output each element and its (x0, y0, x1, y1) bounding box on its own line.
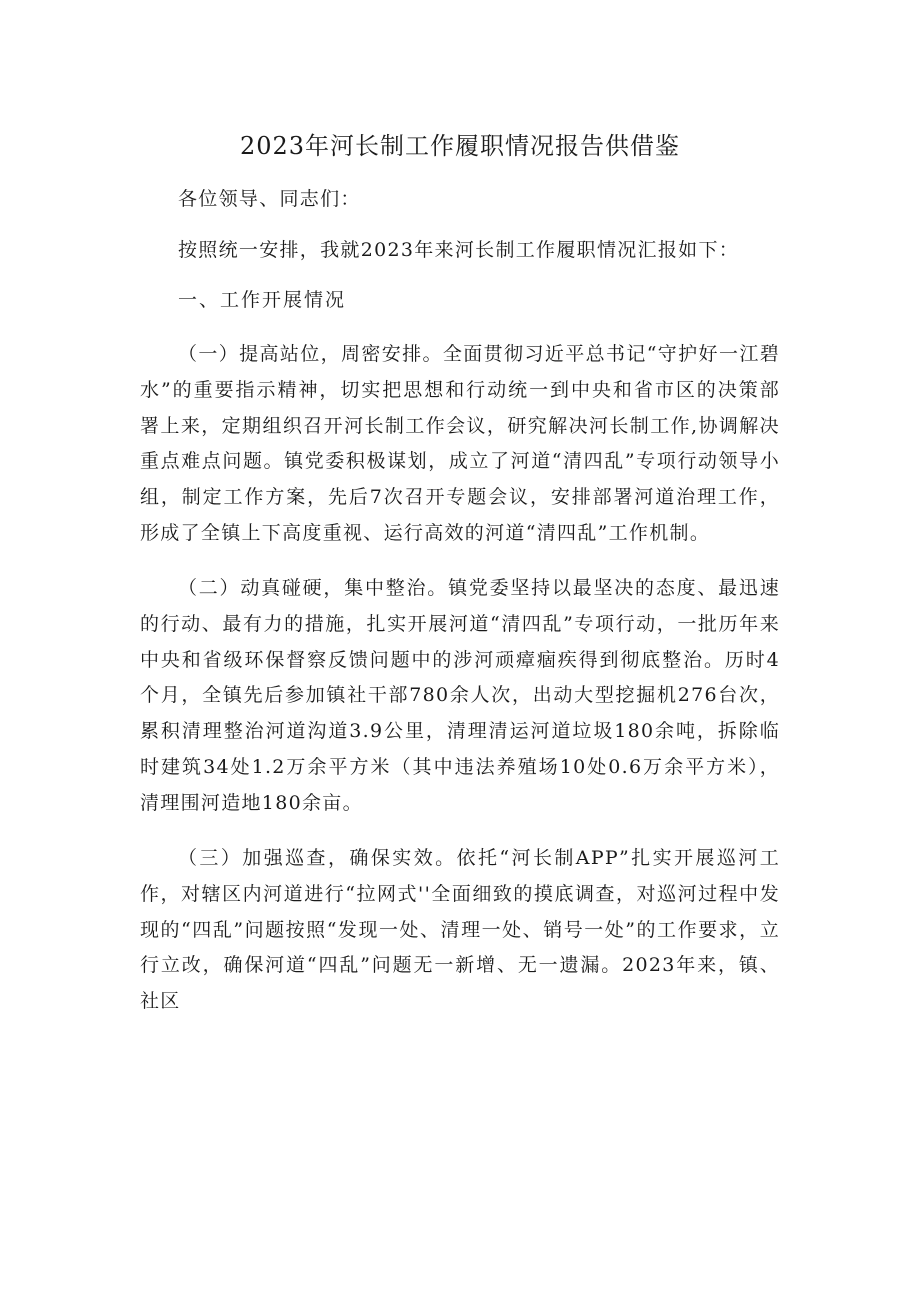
section-heading: 一、工作开展情况 (178, 289, 347, 312)
paragraph-2: （二）动真碰硬，集中整治。镇党委坚持以最坚决的态度、最迅速的行动、最有力的措施，扎实开展河道“清四乱”专项行动，一批历年来中央和省级环保督察反馈问题中的涉河顽瘴痼疾得到彻底整治。历时4个月，全镇先后参加镇社干部780余人次，出动大型挖掘机276台次，累积清理整治河道沟道3.9公里，清理清运河道垃圾180余吨，拆除临时建筑34处1.2万余平方米（其中违法养殖场10处0.6万余平方米），清理围河造地180余亩。 (140, 577, 780, 814)
salutation: 各位领导、同志们： (178, 188, 361, 210)
document-body (140, 182, 780, 1020)
intro-paragraph: 按照统一安排，我就2023年来河长制工作履职情况汇报如下： (178, 238, 740, 261)
paragraph-3: （三）加强巡查，确保实效。依托“河长制APP”扎实开展巡河工作，对辖区内河道进行“拉网式''全面细致的摸底调查，对巡河过程中发现的“四乱”问题按照“发现一处、清理一处、销号一处”的工作要求，立行立改，确保河道“四乱”问题无一新增、无一遗漏。2023年来，镇、社区 (140, 847, 780, 1013)
document-title: 2023年河长制工作履职情况报告供借鉴 (239, 132, 681, 160)
paragraph-1: （一）提高站位，周密安排。全面贯彻习近平总书记“守护好一江碧水”的重要指示精神，切实把思想和行动统一到中央和省市区的决策部署上来，定期组织召开河长制工作会议，研究解决河长制工作,协调解决重点难点问题。镇党委积极谋划，成立了河道“清四乱”专项行动领导小组，制定工作方案，先后7次召开专题会议，安排部署河道治理工作，形成了全镇上下高度重视、运行高效的河道“清四乱”工作机制。 (140, 343, 780, 544)
